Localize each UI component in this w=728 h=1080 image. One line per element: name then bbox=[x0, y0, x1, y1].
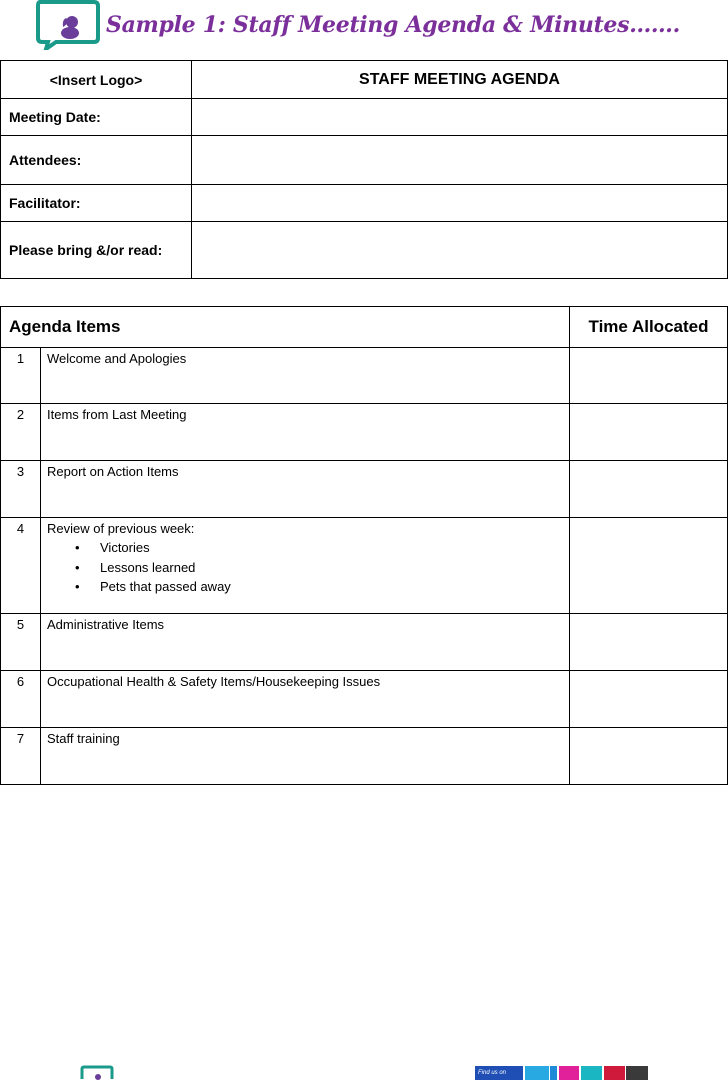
page-header bbox=[0, 0, 728, 56]
table-row bbox=[1, 671, 728, 728]
agenda-items-header: Agenda Items bbox=[1, 307, 570, 348]
time-cell bbox=[570, 348, 728, 404]
time-cell bbox=[570, 518, 728, 614]
item-number: 5 bbox=[1, 614, 41, 671]
time-allocated-header: Time Allocated bbox=[570, 307, 728, 348]
item-number: 2 bbox=[1, 404, 41, 461]
table-row bbox=[1, 518, 728, 614]
page-title: Sample 1: Staff Meeting Agenda & Minutes……. bbox=[106, 12, 680, 38]
time-cell bbox=[570, 461, 728, 518]
meeting-date-value bbox=[192, 99, 728, 136]
attendees-value bbox=[192, 136, 728, 185]
table-row bbox=[1, 614, 728, 671]
flickr-icon[interactable] bbox=[559, 1066, 579, 1080]
table-row bbox=[1, 728, 728, 785]
insert-logo-cell: <Insert Logo> bbox=[1, 61, 192, 99]
google-plus-icon[interactable] bbox=[626, 1066, 648, 1080]
list-item: • Victories bbox=[100, 538, 563, 558]
item-text: Administrative Items bbox=[41, 614, 570, 671]
item-text: Occupational Health & Safety Items/Housekeeping Issues bbox=[41, 671, 570, 728]
agenda-heading: STAFF MEETING AGENDA bbox=[192, 61, 728, 99]
list-item: • Pets that passed away bbox=[100, 577, 563, 597]
find-us-label: Find us on bbox=[475, 1066, 523, 1080]
time-cell bbox=[570, 614, 728, 671]
item-number: 1 bbox=[1, 348, 41, 404]
time-cell bbox=[570, 404, 728, 461]
table-row bbox=[1, 348, 728, 404]
review-bullet-list bbox=[47, 538, 563, 597]
please-bring-value bbox=[192, 222, 728, 279]
facebook-icon[interactable] bbox=[550, 1066, 557, 1080]
facilitator-label: Facilitator: bbox=[1, 185, 192, 222]
item-number: 4 bbox=[1, 518, 41, 614]
item-cell bbox=[41, 518, 570, 614]
twitter-icon[interactable] bbox=[525, 1066, 549, 1080]
item-text: Items from Last Meeting bbox=[41, 404, 570, 461]
footer-logo-icon bbox=[79, 1065, 115, 1080]
agenda-items-table bbox=[0, 306, 728, 785]
attendees-label: Attendees: bbox=[1, 136, 192, 185]
table-row bbox=[1, 461, 728, 518]
vimeo-icon[interactable] bbox=[581, 1066, 602, 1080]
item-text: Review of previous week: bbox=[47, 521, 195, 536]
item-number: 7 bbox=[1, 728, 41, 785]
please-bring-label: Please bring &/or read: bbox=[1, 222, 192, 279]
item-text: Report on Action Items bbox=[41, 461, 570, 518]
time-cell bbox=[570, 671, 728, 728]
item-number: 6 bbox=[1, 671, 41, 728]
item-number: 3 bbox=[1, 461, 41, 518]
meeting-info-table bbox=[0, 60, 728, 279]
table-row bbox=[1, 404, 728, 461]
item-text: Welcome and Apologies bbox=[41, 348, 570, 404]
facilitator-value bbox=[192, 185, 728, 222]
meeting-date-label: Meeting Date: bbox=[1, 99, 192, 136]
item-text: Staff training bbox=[41, 728, 570, 785]
speech-bubble-dog-logo-icon bbox=[36, 0, 100, 50]
time-cell bbox=[570, 728, 728, 785]
list-item: • Lessons learned bbox=[100, 558, 563, 578]
youtube-icon[interactable] bbox=[604, 1066, 625, 1080]
